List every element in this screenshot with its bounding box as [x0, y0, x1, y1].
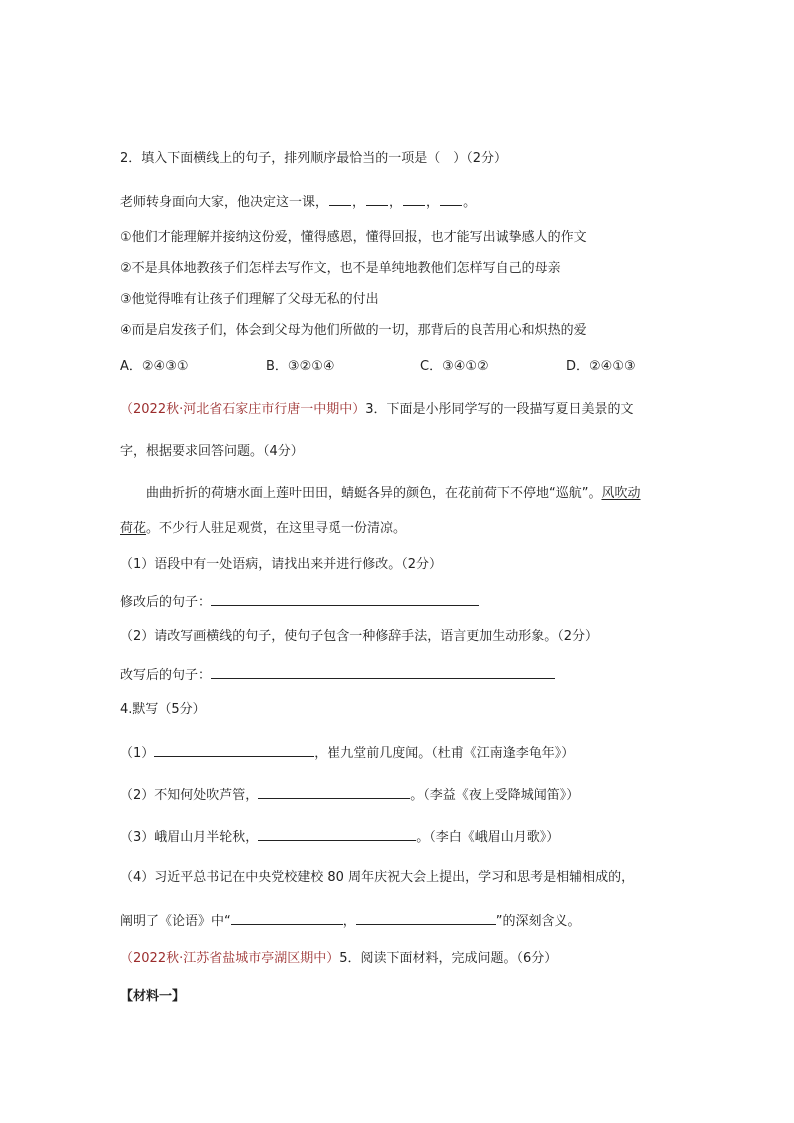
- q4-line-3-text: （3）峨眉山月半轮秋，: [120, 830, 259, 845]
- q5-title-line: [120, 950, 557, 968]
- q4-line-4b-post: ”的深刻含义。: [495, 914, 581, 929]
- q4-line-1-text: ，崔九堂前几度闻。（杜甫《江南逢李龟年》）: [314, 746, 575, 761]
- q2-sep-2: ，: [389, 195, 403, 210]
- q3-title-line-2: 字，根据要求回答问题。（4分）: [120, 444, 304, 459]
- q2-option-d: D．②④①③: [566, 359, 636, 374]
- q3-sub-2: （2）请改写画横线的句子，使句子包含一种修辞手法，语言更加生动形象。（2分）: [120, 629, 599, 644]
- q3-passage-line-1: [146, 485, 641, 503]
- q4-line-1-num: （1）: [120, 746, 155, 761]
- q2-title: 2．填入下面横线上的句子，排列顺序最恰当的一项是（ ）（2分）: [120, 151, 508, 166]
- q2-option-a: A．②④③①: [120, 359, 189, 374]
- q4-line-4b: [120, 911, 581, 931]
- q2-stem-text: 老师转身面向大家，他决定这一课，: [120, 195, 329, 210]
- q4-blank-1[interactable]: [154, 743, 314, 757]
- q3-passage-line-2: [120, 520, 406, 538]
- q2-sep-1: ，: [352, 195, 366, 210]
- q3-source: （2022秋·河北省石家庄市行唐一中期中）: [120, 402, 366, 417]
- q4-line-2-text: （2）不知何处吹芦管，: [120, 788, 259, 803]
- q4-blank-4[interactable]: [231, 911, 343, 925]
- q4-line-2: [120, 785, 579, 805]
- q4-line-4a: （4）习近平总书记在中央党校建校 80 周年庆祝大会上提出，学习和思考是相辅相成的，: [120, 870, 635, 885]
- q2-option-b: B．③②①④: [266, 359, 335, 374]
- q2-item-2: ②不是具体地教孩子们怎样去写作文，也不是单纯地教他们怎样写自己的母亲: [120, 261, 561, 276]
- q4-line-4b-pre: 阐明了《论语》中“: [120, 914, 231, 929]
- q4-line-3: [120, 827, 559, 847]
- q3-title-a: 3．下面是小彤同学写的一段描写夏日美景的文: [365, 402, 634, 417]
- q2-item-1: ①他们才能理解并接纳这份爱，懂得感恩，懂得回报，也才能写出诚挚感人的作文: [120, 230, 587, 245]
- q2-stem-end: 。: [463, 195, 477, 210]
- q3-passage-underlined-1: 风吹动: [601, 486, 641, 501]
- q2-option-c: C．③④①②: [420, 359, 489, 374]
- q4-line-3-source: 。（李白《峨眉山月歌》）: [416, 830, 560, 845]
- q3-title-line-1: [120, 401, 634, 419]
- q4-title: 4.默写（5分）: [120, 702, 206, 717]
- q5-material-heading: 【材料一】: [120, 989, 186, 1004]
- q4-line-1: [120, 743, 574, 763]
- q3-passage-a: 曲曲折折的荷塘水面上莲叶田田，蜻蜓各异的颜色，在花前荷下不停地“巡航”。: [146, 486, 602, 501]
- q2-item-3: ③他觉得唯有让孩子们理解了父母无私的付出: [120, 292, 379, 307]
- q2-blank-3: [403, 193, 425, 206]
- q3-passage-underlined-2: 荷花: [120, 521, 147, 536]
- q2-item-4: ④而是启发孩子们，体会到父母为他们所做的一切，那背后的良苦用心和炽热的爱: [120, 323, 587, 338]
- q2-sep-3: ，: [426, 195, 440, 210]
- q2-stem: [120, 193, 476, 212]
- q4-blank-5[interactable]: [356, 911, 496, 925]
- q3-answer-1-line[interactable]: [211, 592, 479, 606]
- q5-source: （2022秋·江苏省盐城市亭湖区期中）: [120, 951, 340, 966]
- q4-line-2-source: 。（李益《夜上受降城闻笛》）: [410, 788, 580, 803]
- q4-blank-3[interactable]: [258, 827, 416, 841]
- q3-answer-2-line[interactable]: [211, 665, 555, 679]
- q2-blank-2: [366, 193, 388, 206]
- q3-answer-2: [120, 665, 555, 685]
- q4-line-4b-sep: ，: [342, 914, 356, 929]
- q5-title: 5．阅读下面材料，完成问题。（6分）: [339, 951, 558, 966]
- q3-answer-1-label: 修改后的句子：: [120, 595, 212, 610]
- q3-answer-2-label: 改写后的句子：: [120, 668, 212, 683]
- q3-passage-b: 。不少行人驻足观赏，在这里寻觅一份清凉。: [146, 521, 407, 536]
- q3-sub-1: （1）语段中有一处语病，请找出来并进行修改。（2分）: [120, 557, 443, 572]
- q2-blank-1: [329, 193, 351, 206]
- q3-answer-1: [120, 592, 479, 612]
- q4-blank-2[interactable]: [258, 785, 410, 799]
- q2-blank-4: [440, 193, 462, 206]
